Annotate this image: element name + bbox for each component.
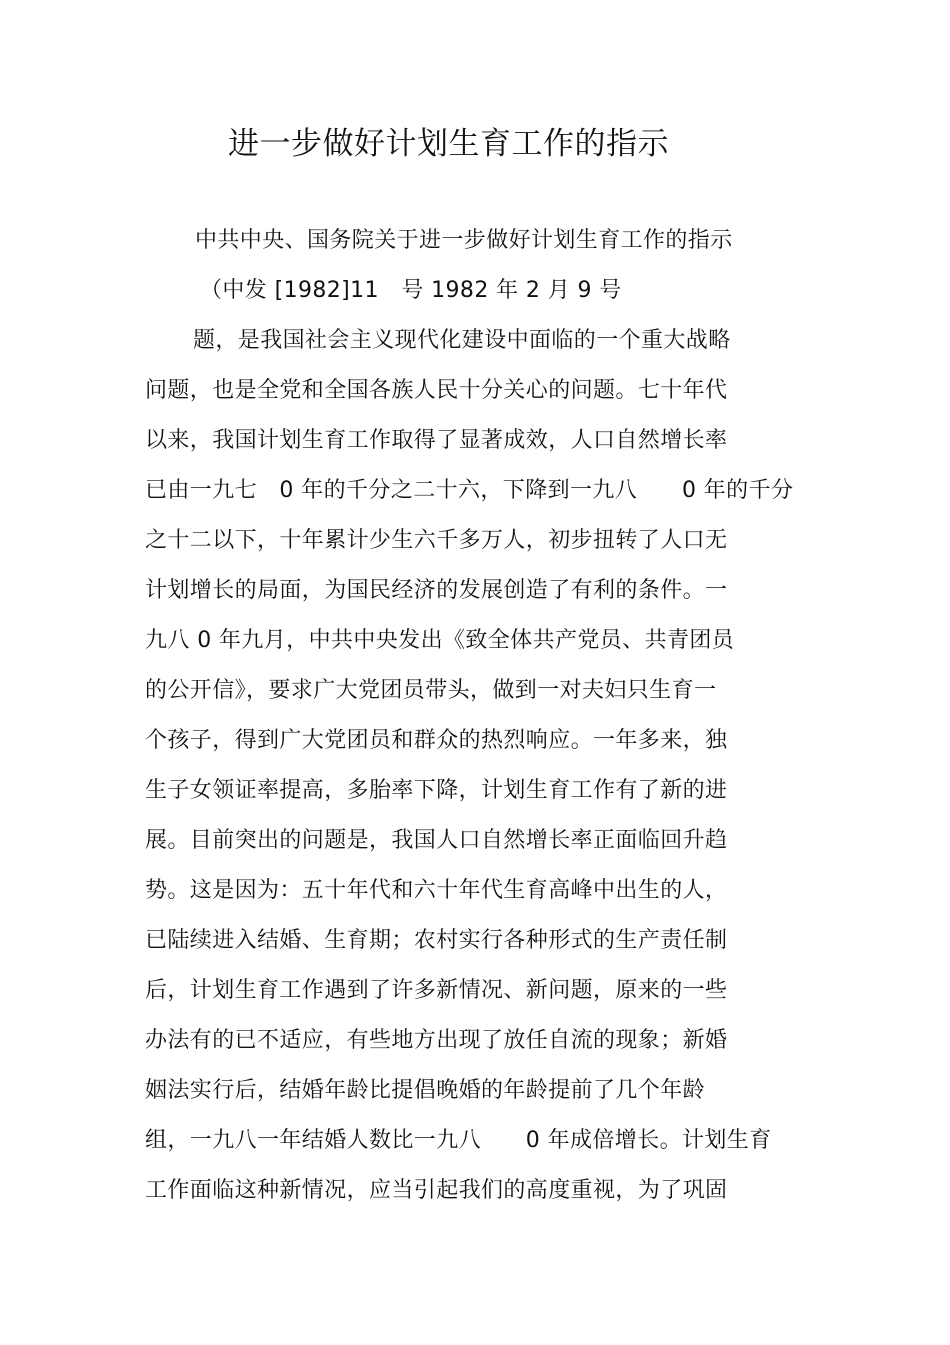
body-line: 问题，也是全党和全国各族人民十分关心的问题。七十年代 bbox=[145, 378, 728, 403]
body-line: 组，一九八一年结婚人数比一九八 0 年成倍增长。计划生育 bbox=[145, 1128, 772, 1153]
body-line: 生子女领证率提高，多胎率下降，计划生育工作有了新的进 bbox=[145, 778, 728, 803]
body-line: 工作面临这种新情况，应当引起我们的高度重视，为了巩固 bbox=[145, 1178, 728, 1203]
body-line: 以来，我国计划生育工作取得了显著成效，人口自然增长率 bbox=[145, 428, 728, 453]
body-line: 之十二以下，十年累计少生六千多万人，初步扭转了人口无 bbox=[145, 528, 728, 553]
body-line: 办法有的已不适应，有些地方出现了放任自流的现象；新婚 bbox=[145, 1028, 728, 1053]
body-line: 个孩子，得到广大党团员和群众的热烈响应。一年多来，独 bbox=[145, 728, 728, 753]
body-line: 九八 0 年九月，中共中央发出《致全体共产党员、共青团员 bbox=[145, 628, 735, 653]
body-line: 势。这是因为：五十年代和六十年代生育高峰中出生的人， bbox=[145, 878, 728, 903]
body-line: 姻法实行后，结婚年龄比提倡晚婚的年龄提前了几个年龄 bbox=[145, 1078, 706, 1103]
body-line: 已由一九七 0 年的千分之二十六，下降到一九八 0 年的千分 bbox=[145, 478, 794, 503]
document-subtitle: 中共中央、国务院关于进一步做好计划生育工作的指示 bbox=[195, 228, 733, 253]
body-line: 已陆续进入结婚、生育期；农村实行各种形式的生产责任制 bbox=[145, 928, 728, 953]
body-line: 题，是我国社会主义现代化建设中面临的一个重大战略 bbox=[193, 328, 731, 353]
body-line: 展。目前突出的问题是，我国人口自然增长率正面临回升趋 bbox=[145, 828, 728, 853]
body-line: 后，计划生育工作遇到了许多新情况、新问题，原来的一些 bbox=[145, 978, 728, 1003]
document-dateline: （中发 [1982]11 号 1982 年 2 月 9 号 bbox=[200, 278, 622, 303]
document-title: 进一步做好计划生育工作的指示 bbox=[228, 126, 669, 162]
body-line: 的公开信》，要求广大党团员带头，做到一对夫妇只生育一 bbox=[145, 678, 717, 703]
body-line: 计划增长的局面，为国民经济的发展创造了有利的条件。一 bbox=[145, 578, 728, 603]
